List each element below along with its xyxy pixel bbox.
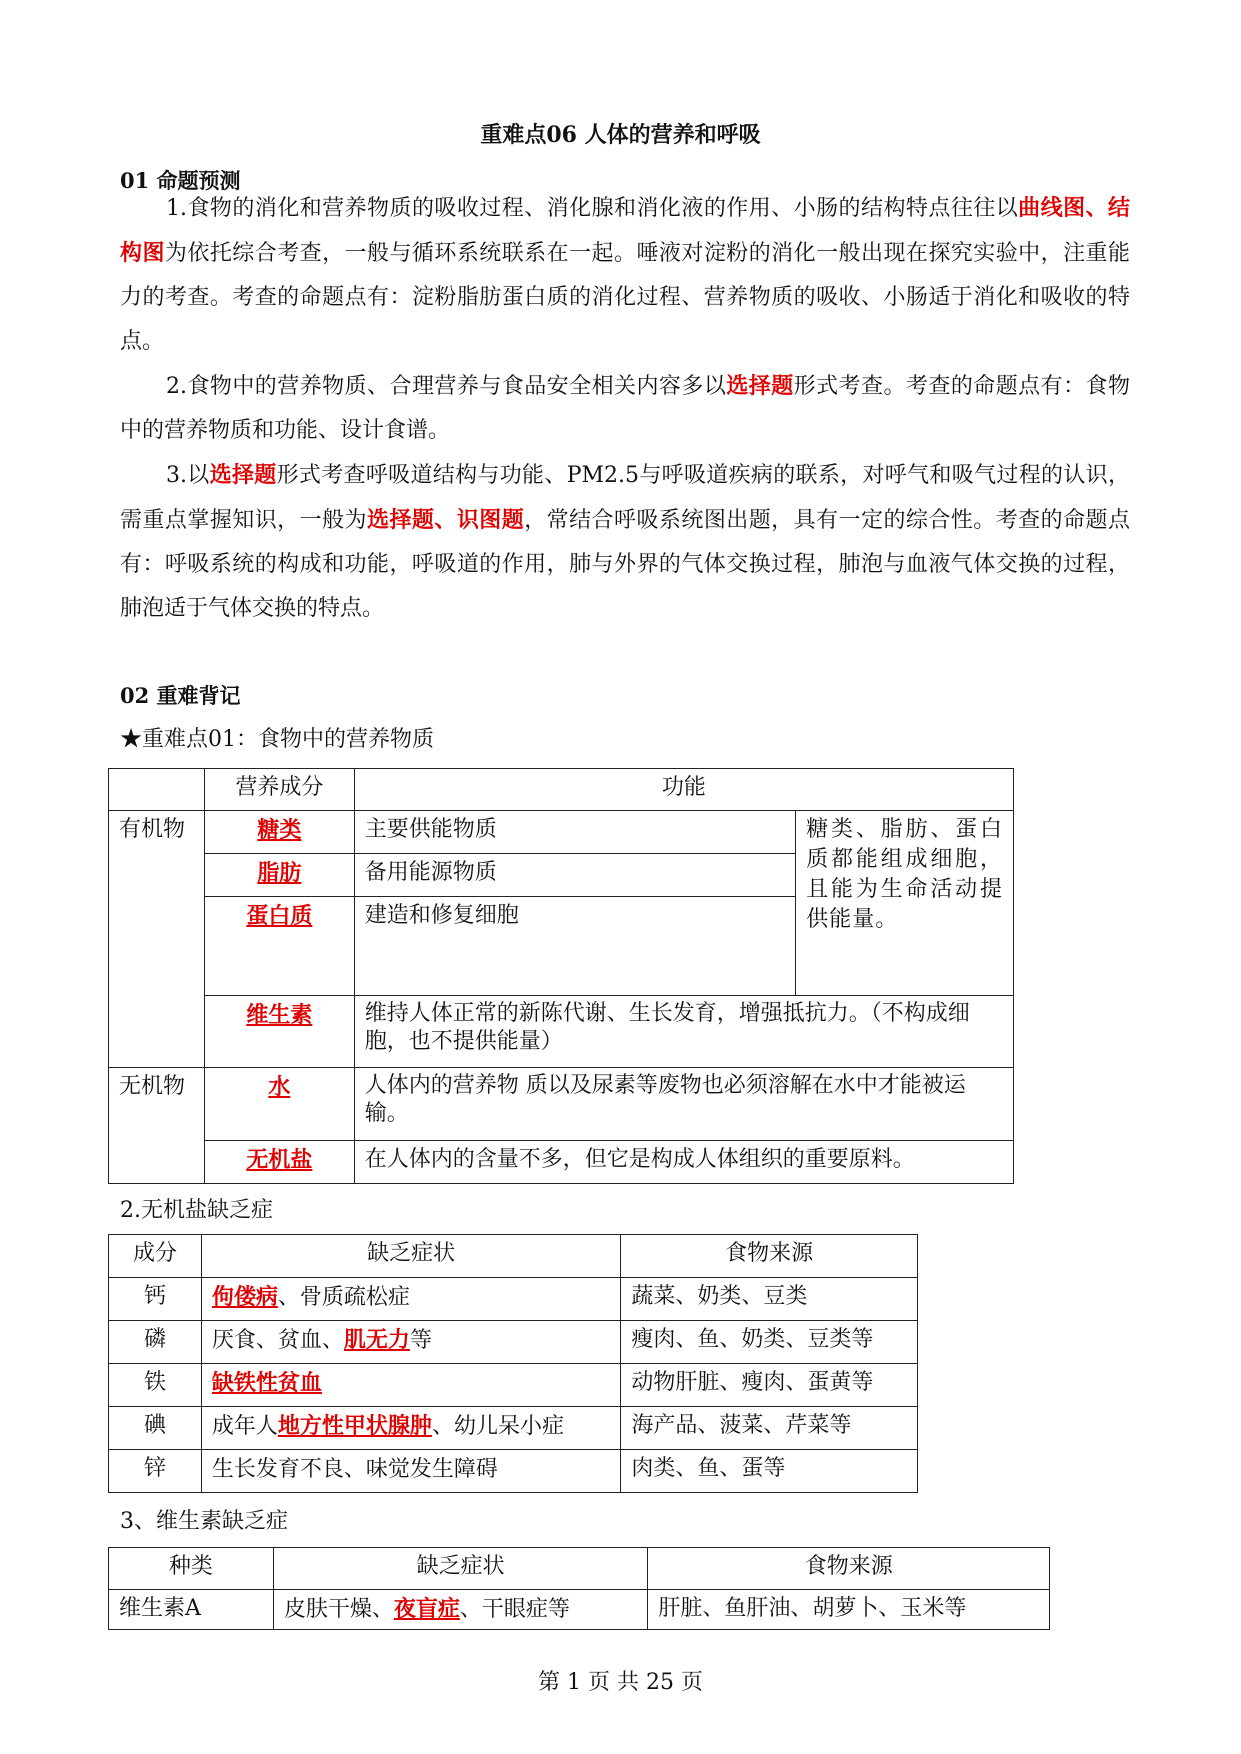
text: 为依托综合考查，一般与循环系统联系在一起。唾液对淀粉的消化一般出现在探究实验中，注重能力的考查。考查的命题点有：淀粉脂肪蛋白质的消化过程、营养物质的吸收、小肠适于消化和吸收的特点。	[120, 241, 1130, 354]
text: 、骨质疏松症	[277, 1285, 410, 1310]
highlight-text: 夜盲症	[393, 1596, 460, 1622]
prediction-paragraphs	[120, 186, 1130, 631]
nutrient-fat: 脂肪	[204, 854, 354, 897]
highlight-text: 选择题、识图题	[367, 507, 525, 533]
paragraph-2	[120, 364, 1130, 453]
text: 1.食物的消化和营养物质的吸收过程、消化腺和消化液的作用、小肠的结构特点往往以	[166, 196, 1019, 221]
source-cell: 肝脏、鱼肝油、胡萝卜、玉米等	[648, 1590, 1050, 1630]
text: 形式考查。考查的命题点有：食物中的营养物质和功能、设计食谱。	[120, 374, 1130, 443]
table-row	[109, 1321, 918, 1364]
header-nutrient: 营养成分	[204, 769, 354, 811]
highlight-text: 缺铁性贫血	[211, 1370, 322, 1396]
vitamins-table	[108, 1547, 1050, 1630]
mineral-name: 钙	[109, 1278, 202, 1321]
highlight-text: 选择题	[726, 373, 794, 399]
table-row	[109, 1364, 918, 1407]
source-cell: 海产品、菠菜、芹菜等	[621, 1407, 918, 1450]
text: 形式考查呼吸道结构与功能、PM2.5与呼吸道疾病的联系，对呼气和吸气过程的认识，需重点掌握知识，一般为	[120, 463, 1130, 533]
star-heading: ★重难点01：食物中的营养物质	[120, 727, 434, 752]
source-cell: 蔬菜、奶类、豆类	[621, 1278, 918, 1321]
symptom-cell	[201, 1321, 620, 1364]
symptom-cell	[201, 1407, 620, 1450]
text: 皮肤干燥、	[283, 1597, 394, 1622]
symptom-cell	[201, 1278, 620, 1321]
table-cell	[109, 769, 205, 811]
nutrient-protein: 蛋白质	[204, 897, 354, 996]
symptom-cell	[201, 1450, 620, 1493]
table3-caption: 3、维生素缺乏症	[120, 1509, 288, 1534]
text: 厌食、贫血、	[211, 1328, 344, 1353]
table2-caption: 2.无机盐缺乏症	[120, 1198, 273, 1223]
header-kind: 种类	[109, 1548, 274, 1590]
function-fat: 备用能源物质	[354, 854, 795, 897]
header-source: 食物来源	[621, 1235, 918, 1278]
table-row	[109, 1590, 1050, 1630]
symptom-cell	[273, 1590, 648, 1630]
highlight-text: 肌无力	[343, 1327, 410, 1353]
section-heading-prediction: 01 命题预测	[120, 168, 241, 193]
header-source: 食物来源	[648, 1548, 1050, 1590]
text: 成年人	[211, 1414, 278, 1439]
header-function: 功能	[354, 769, 1013, 811]
function-water: 人体内的营养物 质以及尿素等废物也必须溶解在水中才能被运输。	[354, 1068, 1013, 1141]
category-organic: 有机物	[109, 811, 205, 1068]
symptom-cell	[201, 1364, 620, 1407]
source-cell: 瘦肉、鱼、奶类、豆类等	[621, 1321, 918, 1364]
page-title: 重难点06 人体的营养和呼吸	[480, 122, 761, 148]
header-symptom: 缺乏症状	[273, 1548, 648, 1590]
nutrients-table	[108, 768, 1014, 1184]
function-sugar: 主要供能物质	[354, 811, 795, 854]
source-cell: 动物肝脏、瘦肉、蛋黄等	[621, 1364, 918, 1407]
paragraph-1	[120, 186, 1130, 364]
text: 、干眼症等	[459, 1597, 570, 1622]
mineral-name: 磷	[109, 1321, 202, 1364]
mineral-name: 锌	[109, 1450, 202, 1493]
highlight-text: 佝偻病	[211, 1284, 278, 1310]
nutrient-water: 水	[204, 1068, 354, 1141]
nutrient-vitamin: 维生素	[204, 996, 354, 1068]
category-inorganic: 无机物	[109, 1068, 205, 1184]
header-symptom: 缺乏症状	[201, 1235, 620, 1278]
text: 、幼儿呆小症	[431, 1414, 564, 1439]
function-salt: 在人体内的含量不多，但它是构成人体组织的重要原料。	[354, 1141, 1013, 1184]
highlight-text: 曲线图、结构图	[120, 195, 1130, 266]
highlight-text: 地方性甲状腺肿	[277, 1413, 432, 1439]
energy-note: 糖类、脂肪、蛋白质都能组成细胞，且能为生命活动提供能量。	[796, 811, 1014, 996]
nutrient-salt: 无机盐	[204, 1141, 354, 1184]
table-row	[109, 1450, 918, 1493]
text: 3.以	[166, 463, 210, 488]
source-cell: 肉类、鱼、蛋等	[621, 1450, 918, 1493]
vitamin-name: 维生素A	[109, 1590, 274, 1630]
table-row	[109, 1407, 918, 1450]
text: 2.食物中的营养物质、合理营养与食品安全相关内容多以	[166, 374, 727, 399]
text: ，常结合呼吸系统图出题，具有一定的综合性。考查的命题点有：呼吸系统的构成和功能，呼吸道的作用，肺与外界的气体交换过程，肺泡与血液气体交换的过程，肺泡适于气体交换的特点。	[120, 508, 1130, 621]
function-vitamin: 维持人体正常的新陈代谢、生长发育，增强抵抗力。（不构成细胞，也不提供能量）	[354, 996, 1013, 1068]
page-footer: 第 1 页 共 25 页	[538, 1670, 703, 1695]
mineral-name: 碘	[109, 1407, 202, 1450]
header-component: 成分	[109, 1235, 202, 1278]
text: 等	[409, 1328, 432, 1353]
text: 生长发育不良、味觉发生障碍	[211, 1457, 498, 1482]
minerals-table	[108, 1234, 918, 1493]
function-protein: 建造和修复细胞	[354, 897, 795, 996]
mineral-name: 铁	[109, 1364, 202, 1407]
paragraph-3	[120, 453, 1130, 631]
highlight-text: 选择题	[209, 462, 277, 488]
section-heading-memorize: 02 重难背记	[120, 683, 241, 708]
nutrient-sugar: 糖类	[204, 811, 354, 854]
table-row	[109, 1278, 918, 1321]
